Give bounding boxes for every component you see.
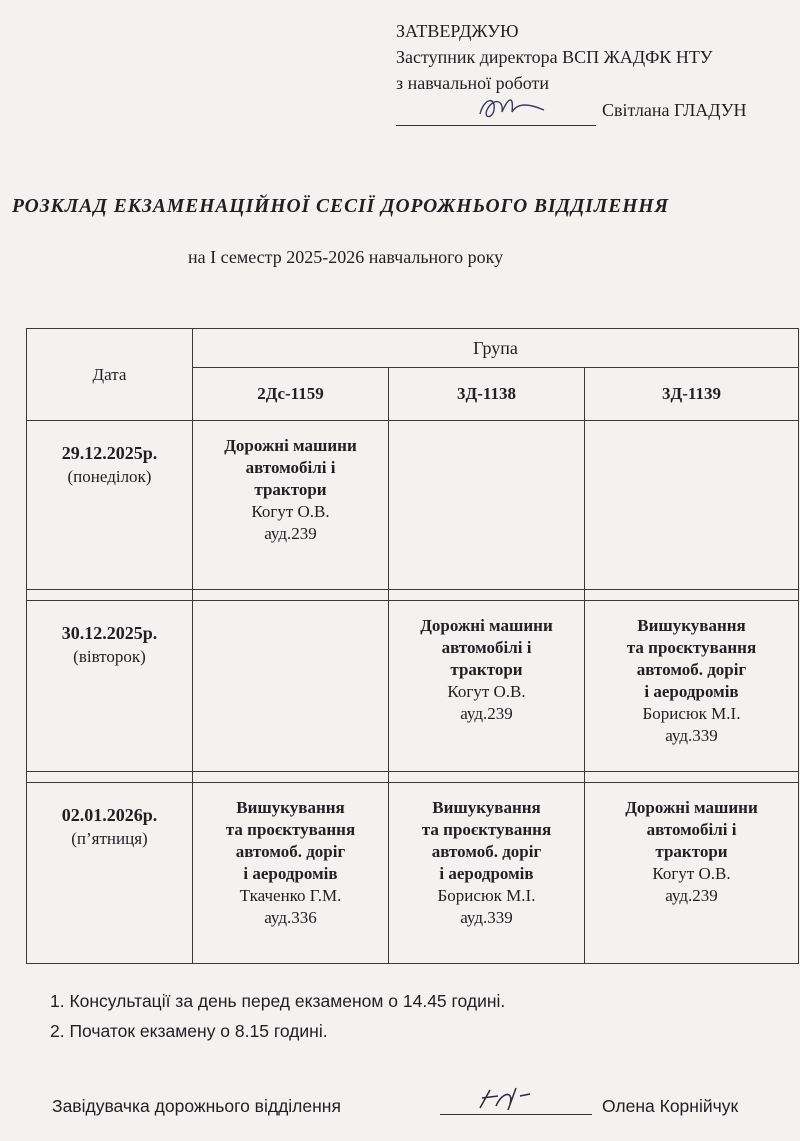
exam-date: 30.12.2025р. (61, 623, 158, 643)
row-separator (27, 590, 799, 601)
exam-room: ауд.239 (264, 524, 317, 543)
exam-cell (585, 601, 799, 772)
approval-position-cont: з навчальної роботи (396, 73, 549, 93)
handwritten-signature-icon (474, 90, 554, 124)
date-cell (27, 421, 193, 590)
exam-subject: Дорожні машини автомобілі і трактори (625, 798, 758, 861)
table-row (27, 601, 799, 772)
table-header-row (27, 329, 799, 368)
footer-role: Завідувачка дорожнього відділення (52, 1096, 341, 1116)
exam-weekday: (п’ятниця) (71, 829, 148, 848)
group-name-3d-1139: 3Д-1139 (585, 368, 799, 421)
date-cell (27, 601, 193, 772)
footer-signer-name: Олена Корнійчук (602, 1096, 739, 1116)
exam-schedule-table (26, 328, 799, 964)
exam-subject: Дорожні машини автомобілі і трактори (420, 616, 553, 679)
table-row (27, 783, 799, 964)
exam-cell (389, 783, 585, 964)
group-name-2ds-1159: 2Дс-1159 (193, 368, 389, 421)
row-separator (27, 772, 799, 783)
exam-teacher: Борисюк М.І. (437, 886, 536, 905)
footer-signature-block (52, 1092, 792, 1132)
exam-room: ауд.339 (460, 908, 513, 927)
exam-subject: Вишукування та проєктування автомоб. доріг і аеродромів (421, 798, 552, 883)
exam-cell (389, 601, 585, 772)
exam-date: 29.12.2025р. (61, 443, 158, 463)
exam-room: ауд.336 (264, 908, 317, 927)
exam-subject: Вишукування та проєктування автомоб. доріг і аеродромів (626, 616, 757, 701)
exam-room: ауд.239 (460, 704, 513, 723)
notes-list (50, 986, 505, 1046)
exam-weekday: (понеділок) (67, 467, 152, 486)
group-name-3d-1138: 3Д-1138 (389, 368, 585, 421)
document-title: РОЗКЛАД ЕКЗАМЕНАЦІЙНОЇ СЕСІЇ ДОРОЖНЬОГО ВІДДІЛЕННЯ (12, 196, 670, 217)
note-item: 1. Консультації за день перед екзаменом о 14.45 годині. (50, 991, 506, 1011)
signature-line (396, 125, 596, 126)
date-cell (27, 783, 193, 964)
exam-cell-empty (585, 421, 799, 590)
exam-room: ауд.239 (665, 886, 718, 905)
approval-position: Заступник директора ВСП ЖАДФК НТУ (396, 47, 713, 67)
exam-teacher: Борисюк М.І. (642, 704, 741, 723)
exam-room: ауд.339 (665, 726, 718, 745)
approval-heading: ЗАТВЕРДЖУЮ (396, 21, 519, 41)
exam-teacher: Когут О.В. (447, 682, 526, 701)
exam-teacher: Когут О.В. (652, 864, 731, 883)
exam-cell (193, 783, 389, 964)
exam-weekday: (вівторок) (73, 647, 146, 666)
document-subtitle: на І семестр 2025-2026 навчального року (188, 247, 504, 267)
exam-cell (193, 421, 389, 590)
group-column-header: Група (193, 329, 799, 368)
exam-cell-empty (193, 601, 389, 772)
signature-line (440, 1114, 592, 1115)
exam-subject: Вишукування та проєктування автомоб. доріг і аеродромів (225, 798, 356, 883)
exam-cell (585, 783, 799, 964)
exam-subject: Дорожні машини автомобілі і трактори (224, 436, 357, 499)
date-column-header: Дата (27, 329, 193, 421)
approval-signature-row (396, 98, 796, 128)
approval-signer-name: Світлана ГЛАДУН (602, 100, 747, 120)
exam-cell-empty (389, 421, 585, 590)
approval-block (396, 18, 796, 96)
handwritten-signature-icon (472, 1082, 582, 1114)
exam-teacher: Ткаченко Г.М. (239, 886, 342, 905)
exam-teacher: Когут О.В. (251, 502, 330, 521)
exam-date: 02.01.2026р. (61, 805, 158, 825)
note-item: 2. Початок екзамену о 8.15 годині. (50, 1021, 328, 1041)
table-row (27, 421, 799, 590)
